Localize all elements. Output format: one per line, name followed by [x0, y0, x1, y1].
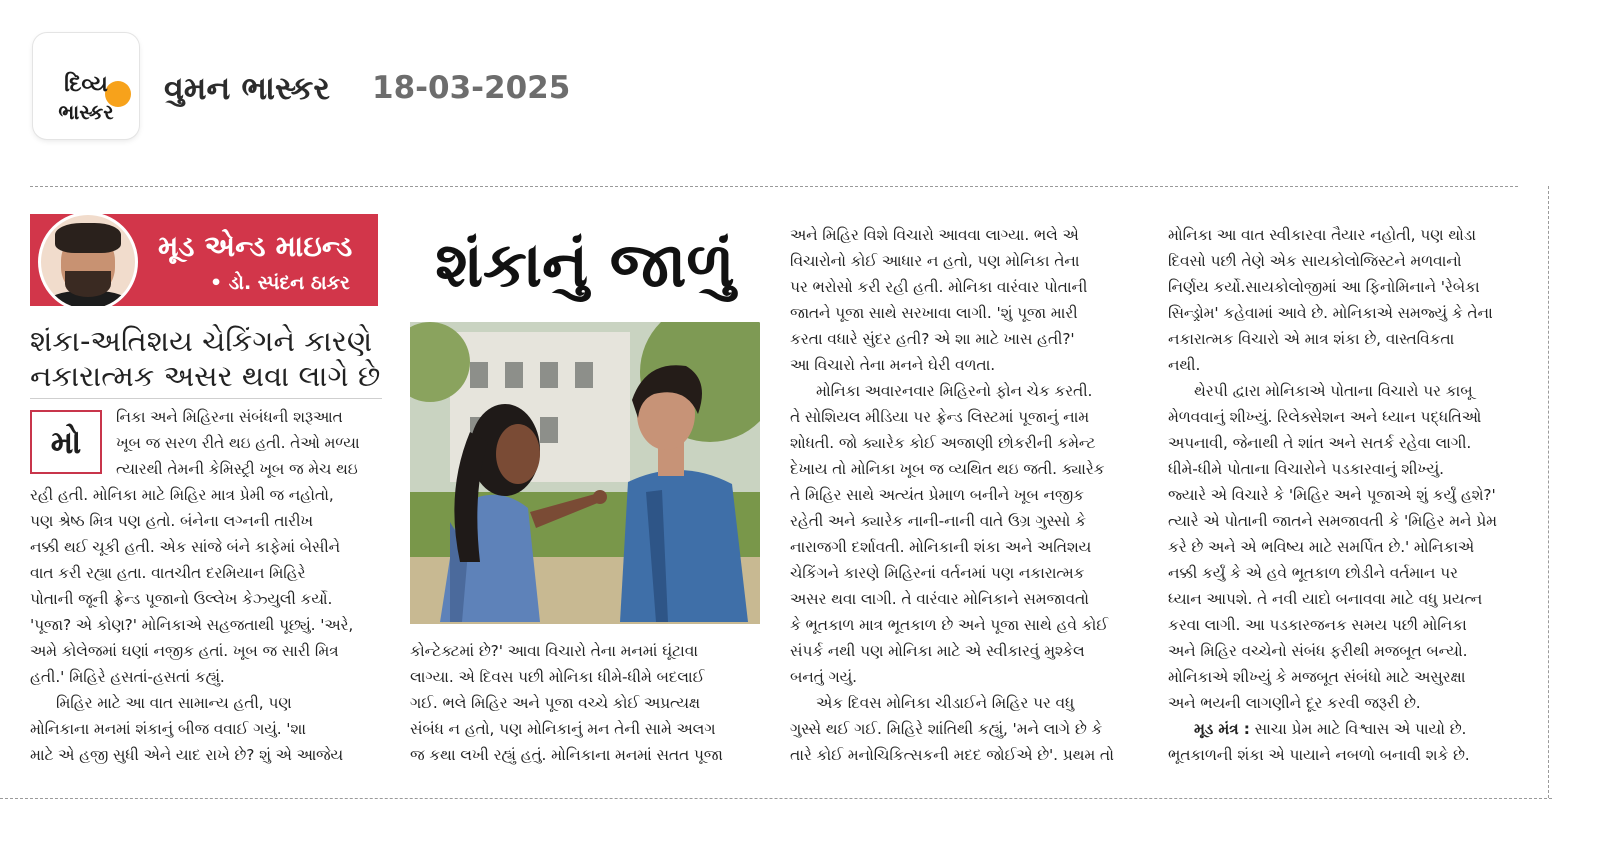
text-line: અસર થવા લાગી. તે વારંવાર મોનિકાને સમજાવતો	[790, 590, 1089, 608]
text-line: કરે છે અને એ ભવિષ્ય માટે સમર્પિત છે.' મોનિકાએ	[1168, 538, 1475, 556]
text-line: નકારાત્મક વિચારો એ માત્ર શંકા છે, વાસ્તવિકતા	[1168, 330, 1455, 348]
logo-text-line1: દિવ્ય	[64, 72, 108, 97]
column-title: મૂડ એન્ડ માઇન્ડ	[158, 229, 353, 263]
text-line: નક્કી કર્યું કે એ હવે ભૂતકાળ છોડીને વર્તમાન પર	[1168, 564, 1458, 582]
text-line: 'પૂજા? એ કોણ?' મોનિકાએ સહજતાથી પૂછ્યું. 'અરે,	[30, 616, 354, 634]
text-line: કોન્ટેક્ટમાં છે?' આવા વિચારો તેના મનમાં ઘૂંટાવા	[410, 642, 698, 660]
text-line: અને મિહિર વિશે વિચારો આવવા લાગ્યા. ભલે એ	[790, 226, 1079, 244]
publication-date: 18-03-2025	[372, 70, 571, 106]
article-subhead	[30, 324, 382, 394]
subhead-line: શંકા-અતિશય ચેકિંગને કારણે	[30, 324, 373, 358]
mood-mantra-text: સાચા પ્રેમ માટે વિશ્વાસ એ પાયો છે.	[1249, 720, 1467, 738]
text-line: સંપર્ક નથી પણ મોનિકા માટે એ સ્વીકારવું મુશ્કેલ	[790, 642, 1085, 660]
text-line: મોનિકા અવારનવાર મિહિરનો ફોન ચેક કરતી.	[816, 382, 1093, 400]
text-line: હતી.' મિહિરે હસતાં-હસતાં કહ્યું.	[30, 668, 225, 686]
text-line: વિચારોનો કોઈ આધાર ન હતો, પણ મોનિકા તેના	[790, 252, 1080, 270]
right-dashed-border	[1548, 186, 1549, 798]
subhead-line: નકારાત્મક અસર થવા લાગે છે	[30, 359, 381, 393]
text-line: મિહિર માટે આ વાત સામાન્ય હતી, પણ	[56, 694, 292, 712]
drop-cap: મો	[30, 410, 102, 474]
text-line: ગુસ્સે થઈ ગઈ. મિહિરે શાંતિથી કહ્યું, 'મને લાગે છે કે	[790, 720, 1103, 738]
text-line: નક્કી થઈ ચૂકી હતી. એક સાંજે બંને કાફેમાં બેસીને	[30, 538, 341, 556]
text-line: પર ભરોસો કરી રહી હતી. મોનિકા વારંવાર પોતાની	[790, 278, 1088, 296]
text-line: થેરપી દ્વારા મોનિકાએ પોતાના વિચારો પર કાબૂ	[1194, 382, 1473, 400]
text-line: તે સોશિયલ મીડિયા પર ફ્રેન્ડ લિસ્ટમાં પૂજાનું નામ	[790, 408, 1090, 426]
bottom-dashed-border	[0, 798, 1552, 799]
text-line: વાત કરી રહ્યા હતા. વાતચીત દરમિયાન મિહિરે	[30, 564, 306, 582]
text-line: તે મિહિર સાથે અત્યંત પ્રેમાળ બનીને ખૂબ નજીક	[790, 486, 1084, 504]
text-line: ધ્યાન આપશે. તે નવી યાદો બનાવવા માટે વધુ પ્રયત્ન	[1168, 590, 1483, 608]
logo-text-line2: ભાસ્કર	[58, 100, 114, 124]
couple-illustration	[410, 322, 760, 624]
text-line: આ વિચારો તેના મનને ઘેરી વળતા.	[790, 356, 996, 374]
avatar-beard	[65, 271, 111, 297]
mood-mantra	[1194, 716, 1466, 742]
column-banner	[30, 214, 378, 306]
text-line: ગઈ. ભલે મિહિર અને પૂજા વચ્ચે કોઈ અપ્રત્યક્ષ	[410, 694, 700, 712]
text-line: નિકા અને મિહિરના સંબંધની શરૂઆત	[116, 408, 343, 426]
text-line: મોનિકાના મનમાં શંકાનું બીજ વવાઈ ગયું. 'શા	[30, 720, 306, 738]
text-line: દેખાય તો મોનિકા ખૂબ જ વ્યથિત થઇ જતી. ક્યારેક	[790, 460, 1105, 478]
text-line: તારે કોઈ મનોચિકિત્સકની મદદ જોઈએ છે'. પ્રથમ તો	[790, 746, 1114, 764]
text-line: મોનિકા આ વાત સ્વીકારવા તૈયાર નહોતી, પણ થોડા	[1168, 226, 1476, 244]
text-line: નારાજગી દર્શાવતી. મોનિકાની શંકા અને અતિશય	[790, 538, 1092, 556]
text-line: અપનાવી, જેનાથી તે શાંત અને સતર્ક રહેવા લાગી.	[1168, 434, 1472, 452]
text-line: મેળવવાનું શીખ્યું. રિલેક્સેશન અને ધ્યાન પદ્ધતિઓ	[1168, 408, 1482, 426]
text-line: અને ભયની લાગણીને દૂર કરવી જરૂરી છે.	[1168, 694, 1421, 712]
author-avatar	[38, 214, 138, 306]
text-line: પણ શ્રેષ્ઠ મિત્ર પણ હતો. બંનેના લગ્નની તારીખ	[30, 512, 313, 530]
text-line: કરતા વધારે સુંદર હતી? એ શા માટે ખાસ હતી?'	[790, 330, 1075, 348]
text-line: કરવા લાગી. આ પડકારજનક સમય પછી મોનિકા	[1168, 616, 1467, 634]
text-line: સંબંધ ન હતો, પણ મોનિકાનું મન તેની સામે અલગ	[410, 720, 716, 738]
text-line: પોતાની જૂની ફ્રેન્ડ પૂજાનો ઉલ્લેખ કેઝ્યુલી કર્યો.	[30, 590, 333, 608]
text-line: નિર્ણય કર્યો.સાયકોલોજીમાં આ ફિનોમિનાને 'રેબેકા	[1168, 278, 1480, 296]
text-line: બનતું ગયું.	[790, 668, 857, 686]
column-author: • ડો. સ્પંદન ઠાકર	[210, 272, 350, 294]
avatar-hair	[55, 223, 121, 253]
text-line: નથી.	[1168, 356, 1201, 374]
text-line: એક દિવસ મોનિકા ચીડાઈને મિહિર પર વધુ	[816, 694, 1075, 712]
text-line: જ કથા લખી રહ્યું હતું. મોનિકાના મનમાં સતત પૂજા	[410, 746, 723, 764]
text-line: માટે એ હજી સુધી એને યાદ રાખે છે? શું એ આજેય	[30, 746, 344, 764]
text-line: જ્યારે એ વિચારે કે 'મિહિર અને પૂજાએ શું કર્યું હશે?'	[1168, 486, 1496, 504]
text-line: અમે કોલેજમાં ઘણાં નજીક હતાં. ખૂબ જ સારી મિત્ર	[30, 642, 339, 660]
text-line: સિન્ડ્રોમ' કહેવામાં આવે છે. મોનિકાએ સમજ્યું કે તેના	[1168, 304, 1493, 322]
text-line: ત્યારથી તેમની કેમિસ્ટ્રી ખૂબ જ મેચ થઇ	[116, 460, 358, 478]
divya-bhaskar-logo	[33, 33, 139, 139]
text-line: જાતને પૂજા સાથે સરખાવા લાગી. 'શું પૂજા મારી	[790, 304, 1078, 322]
text-line: ખૂબ જ સરળ રીતે થઇ હતી. તેઓ મળ્યા	[116, 434, 360, 452]
text-line: કે ભૂતકાળ માત્ર ભૂતકાળ છે અને પૂજા સાથે હવે કોઈ	[790, 616, 1108, 634]
text-line: રહી હતી. મોનિકા માટે મિહિર માત્ર પ્રેમી જ નહોતો,	[30, 486, 334, 504]
text-line: અને મિહિર વચ્ચેનો સંબંધ ફરીથી મજબૂત બન્યો.	[1168, 642, 1468, 660]
text-line: ધીમે-ધીમે પોતાના વિચારોને પડકારવાનું શીખ્યું.	[1168, 460, 1444, 478]
text-line: રહેતી અને ક્યારેક નાની-નાની વાતે ઉગ્ર ગુસ્સો કે	[790, 512, 1086, 530]
subhead-divider	[30, 398, 382, 399]
text-line: દિવસો પછી તેણે એક સાયકોલોજિસ્ટને મળવાનો	[1168, 252, 1462, 270]
article-headline: શંકાનું જાળું	[435, 228, 735, 301]
text-line: ચેકિંગને કારણે મિહિરનાં વર્તનમાં પણ નકારાત્મક	[790, 564, 1085, 582]
text-line: ભૂતકાળની શંકા એ પાયાને નબળો બનાવી શકે છે.	[1168, 746, 1470, 764]
article-photo	[410, 322, 760, 624]
section-name: વુમન ભાસ્કર	[164, 69, 330, 107]
text-line: લાગ્યા. એ દિવસ પછી મોનિકા ધીમે-ધીમે બદલાઈ	[410, 668, 705, 686]
mood-mantra-label: મૂડ મંત્ર :	[1194, 720, 1250, 738]
text-line: મોનિકાએ શીખ્યું કે મજબૂત સંબંધો માટે અસુરક્ષા	[1168, 668, 1466, 686]
text-line: શોધતી. જો ક્યારેક કોઈ અજાણી છોકરીની કમેન્ટ	[790, 434, 1096, 452]
top-dashed-border	[30, 186, 1518, 187]
text-line: ત્યારે એ પોતાની જાતને સમજાવતી કે 'મિહિર મને પ્રેમ	[1168, 512, 1497, 530]
